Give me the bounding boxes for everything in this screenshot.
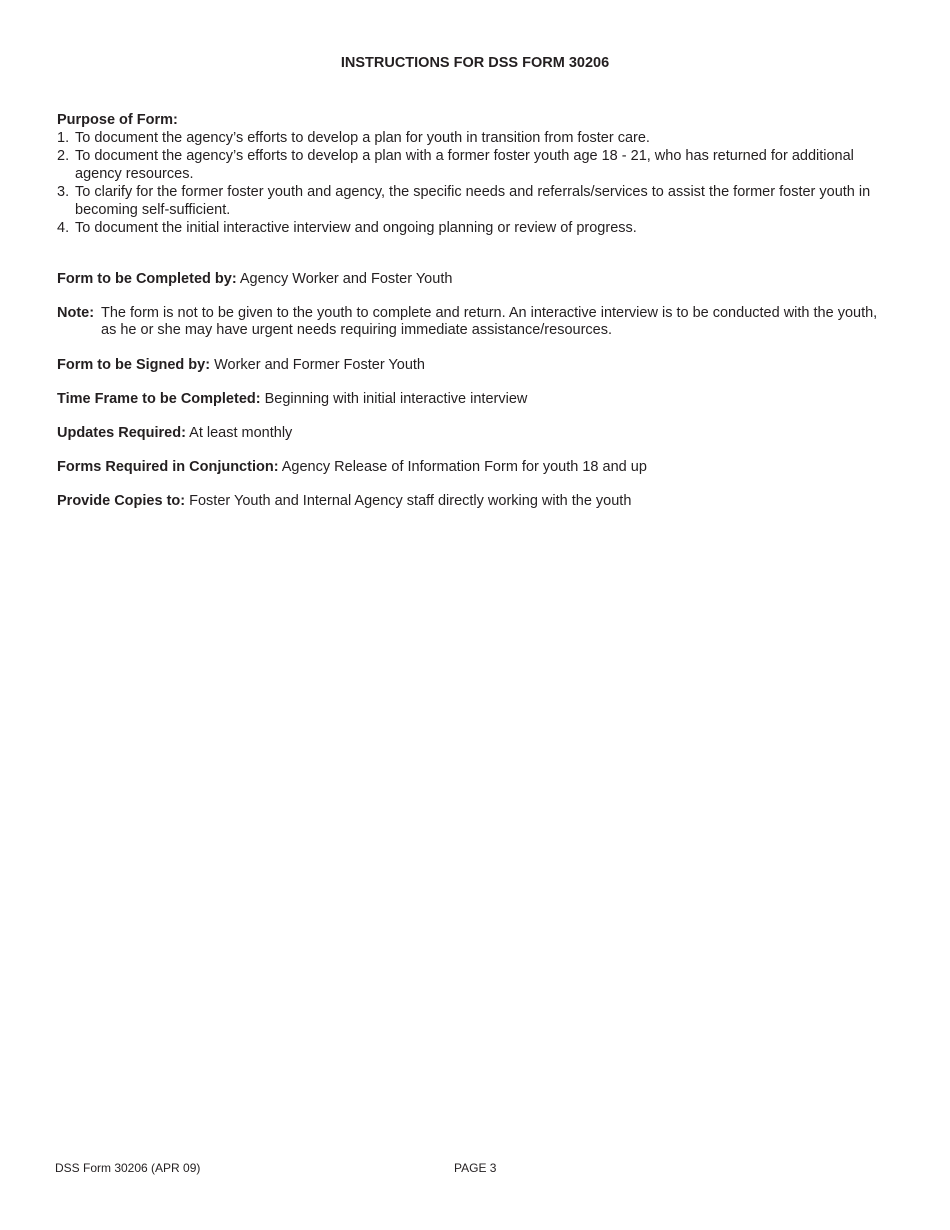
purpose-item — [57, 147, 887, 183]
time-frame-label: Time Frame to be Completed: — [57, 391, 261, 407]
forms-required-label: Forms Required in Conjunction: — [57, 459, 279, 475]
updates-label: Updates Required: — [57, 425, 186, 441]
signed-by-label: Form to be Signed by: — [57, 357, 211, 373]
page-title: INSTRUCTIONS FOR DSS FORM 30206 — [340, 55, 610, 71]
note-field — [57, 305, 887, 339]
footer-page-number: PAGE 3 — [454, 1161, 497, 1175]
copies-field — [57, 492, 887, 510]
signed-by-value: Worker and Former Foster Youth — [210, 357, 425, 373]
forms-required-field — [57, 458, 887, 476]
copies-label: Provide Copies to: — [57, 493, 186, 509]
purpose-item-text: To document the initial interactive interview and ongoing planning or review of progress. — [75, 220, 637, 236]
note-value: The form is not to be given to the youth to complete and return. An interactive interview is to be conducted with the youth, as he or she may have urgent needs requiring immediate assistance/resources. — [101, 305, 878, 338]
purpose-item-number: 3. — [57, 184, 70, 200]
updates-field — [57, 424, 887, 442]
time-frame-value: Beginning with initial interactive interview — [260, 391, 528, 407]
purpose-item-number: 2. — [57, 148, 70, 164]
purpose-item-number: 1. — [57, 130, 70, 146]
purpose-item-text: To document the agency’s efforts to develop a plan with a former foster youth age 18 - 21, who has returned for additional agency resources. — [75, 148, 854, 182]
purpose-item — [57, 129, 887, 147]
completed-by-field — [57, 270, 887, 288]
footer-form-id: DSS Form 30206 (APR 09) — [55, 1161, 201, 1175]
purpose-item — [57, 183, 887, 219]
purpose-item-number: 4. — [57, 220, 70, 236]
note-label: Note: — [57, 305, 95, 321]
signed-by-field — [57, 356, 887, 374]
updates-value: At least monthly — [185, 425, 293, 441]
copies-value: Foster Youth and Internal Agency staff directly working with the youth — [185, 493, 632, 509]
completed-by-label: Form to be Completed by: — [57, 271, 237, 287]
purpose-list — [57, 129, 887, 237]
purpose-heading: Purpose of Form: — [57, 112, 178, 128]
time-frame-field — [57, 390, 887, 408]
purpose-section — [57, 111, 887, 237]
purpose-item-text: To clarify for the former foster youth and agency, the specific needs and referrals/services to assist the former foster youth in becoming self-sufficient. — [75, 184, 871, 218]
purpose-item-text: To document the agency’s efforts to develop a plan for youth in transition from foster care. — [75, 130, 650, 146]
completed-by-value: Agency Worker and Foster Youth — [236, 271, 453, 287]
forms-required-value: Agency Release of Information Form for youth 18 and up — [278, 459, 647, 475]
purpose-item — [57, 219, 887, 237]
